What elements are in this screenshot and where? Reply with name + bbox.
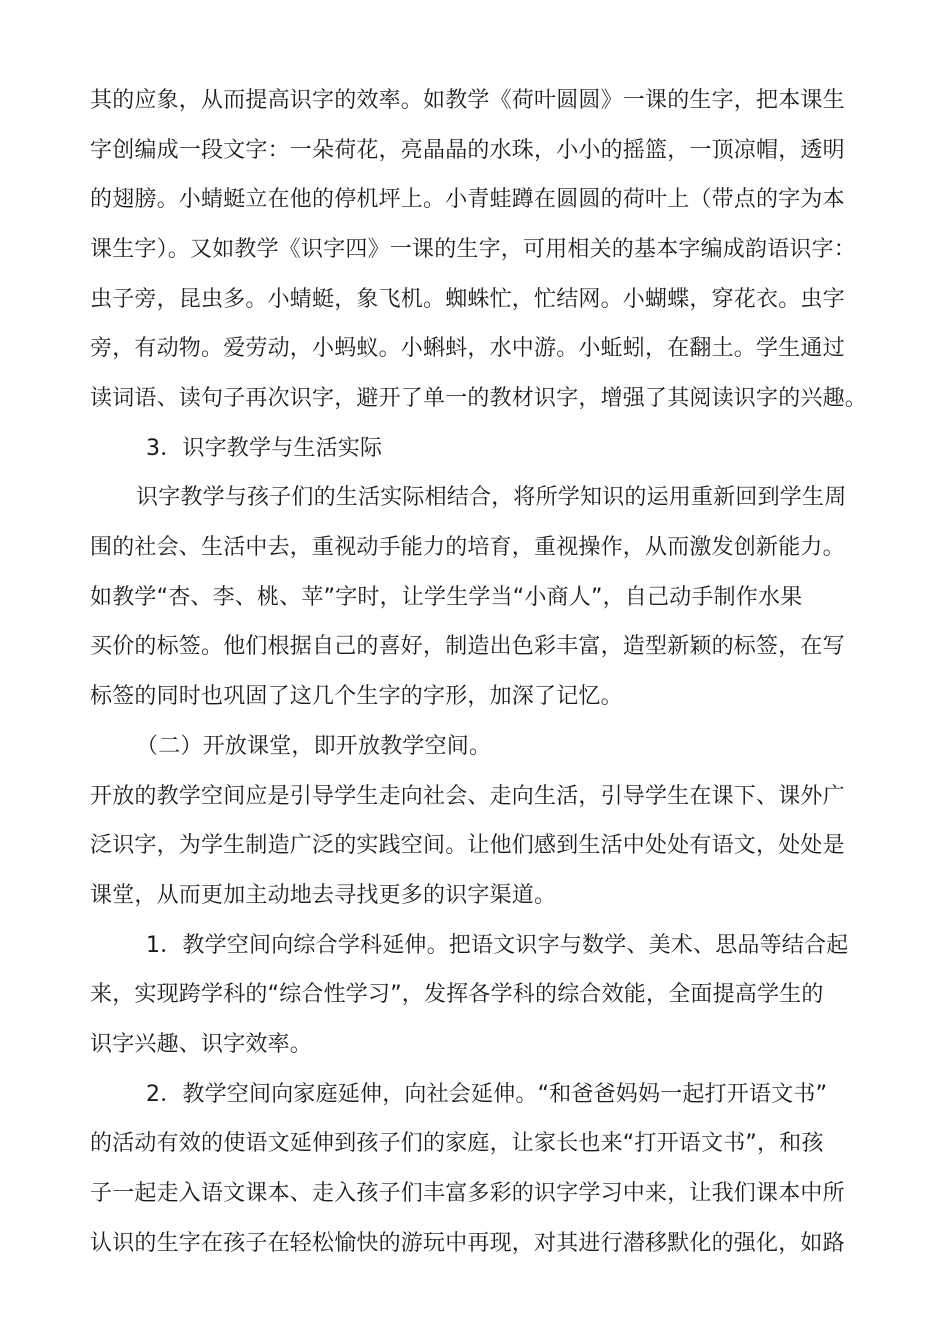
text-line: 认识的生字在孩子在轻松愉快的游玩中再现，对其进行潜移默化的强化，如路 bbox=[90, 1231, 845, 1256]
text-line: 其的应象，从而提高识字的效率。如教学《荷叶圆圆》一课的生字，把本课生 bbox=[90, 88, 845, 113]
text-line: 虫子旁，昆虫多。小蜻蜓，象飞机。蜘蛛忙，忙结网。小蝴蝶，穿花衣。虫字 bbox=[90, 287, 845, 312]
section-heading: 3．识字教学与生活实际 bbox=[146, 436, 383, 461]
text-line: 课堂，从而更加主动地去寻找更多的识字渠道。 bbox=[90, 883, 557, 908]
text-line: 如教学“杏、李、桃、苹”字时，让学生学当“小商人”，自己动手制作水果 bbox=[90, 585, 803, 610]
section-heading: （二）开放课堂，即开放教学空间。 bbox=[136, 734, 492, 759]
text-line: 标签的同时也巩固了这几个生字的字形，加深了记忆。 bbox=[90, 684, 623, 709]
text-line: 课生字）。又如教学《识字四》一课的生字，可用相关的基本字编成韵语识字： bbox=[90, 237, 857, 262]
text-line: 泛识字，为学生制造广泛的实践空间。让他们感到生活中处处有语文，处处是 bbox=[90, 833, 845, 858]
text-line: 子一起走入语文课本、走入孩子们丰富多彩的识字学习中来，让我们课本中所 bbox=[90, 1181, 845, 1206]
text-line: 的活动有效的使语文延伸到孩子们的家庭，让家长也来“打开语文书”，和孩 bbox=[90, 1131, 824, 1156]
text-line: 读词语、读句子再次识字，避开了单一的教材识字，增强了其阅读识字的兴趣。 bbox=[90, 386, 868, 411]
text-line: 开放的教学空间应是引导学生走向社会、走向生活，引导学生在课下、课外广 bbox=[90, 784, 845, 809]
text-line: 旁，有动物。爱劳动，小蚂蚁。小蝌蚪，水中游。小蚯蚓，在翻土。学生通过 bbox=[90, 336, 845, 361]
text-line: 买价的标签。他们根据自己的喜好，制造出色彩丰富，造型新颖的标签，在写 bbox=[90, 634, 845, 659]
text-line: 字创编成一段文字：一朵荷花，亮晶晶的水珠，小小的摇篮，一顶凉帽，透明 bbox=[90, 138, 845, 163]
paragraph-first-line: 1．教学空间向综合学科延伸。把语文识字与数学、美术、思品等结合起 bbox=[146, 933, 849, 958]
text-line: 的翅膀。小蜻蜓立在他的停机坪上。小青蛙蹲在圆圆的荷叶上（带点的字为本 bbox=[90, 187, 845, 212]
text-line: 识字兴趣、识字效率。 bbox=[90, 1032, 313, 1057]
paragraph-first-line: 2．教学空间向家庭延伸，向社会延伸。“和爸爸妈妈一起打开语文书” bbox=[146, 1082, 828, 1107]
text-line: 围的社会、生活中去，重视动手能力的培育，重视操作，从而激发创新能力。 bbox=[90, 535, 845, 560]
text-line: 来，实现跨学科的“综合性学习”，发挥各学科的综合效能，全面提高学生的 bbox=[90, 982, 824, 1007]
paragraph-first-line: 识字教学与孩子们的生活实际相结合，将所学知识的运用重新回到学生周 bbox=[136, 485, 847, 510]
